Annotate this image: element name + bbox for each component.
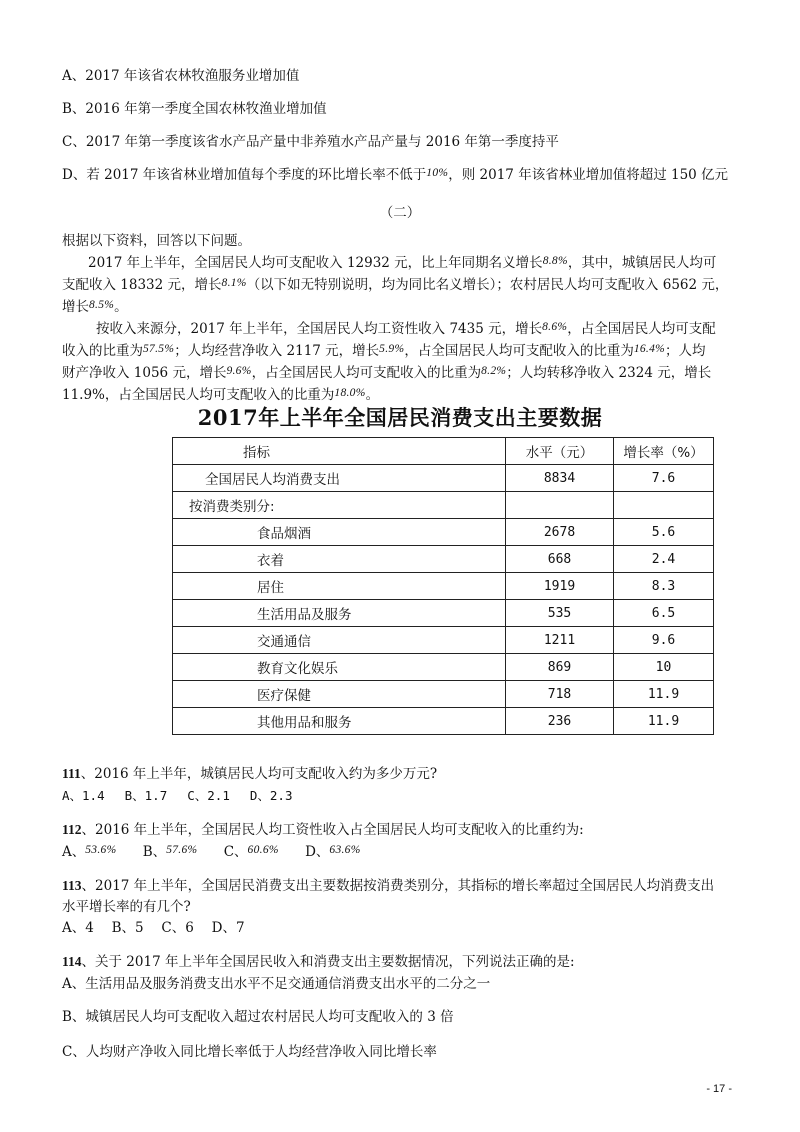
- q111-options: A、1.4 B、1.7 C、2.1 D、2.3: [62, 788, 293, 803]
- row-rate: 9.6: [614, 627, 714, 654]
- row-level: 1919: [506, 573, 614, 600]
- p2-line4: 11.9%，占全国居民人均可支配收入的比重为18.0%。: [62, 387, 380, 403]
- row-rate: 8.3: [614, 573, 714, 600]
- p1-line1: 2017 年上半年，全国居民人均可支配收入 12932 元，比上年同期名义增长8.8%，其中，城镇居民人均可: [88, 255, 717, 271]
- row-rate: 10: [614, 654, 714, 681]
- option-c-prev: C、2017 年第一季度该省水产品产量中非养殖水产品产量与 2016 年第一季度持平: [62, 134, 559, 150]
- row-level: 1211: [506, 627, 614, 654]
- row-label: 生活用品及服务: [173, 600, 506, 627]
- row-level: 8834: [506, 465, 614, 492]
- row-rate: 5.6: [614, 519, 714, 546]
- table-title: 2017年上半年全国居民消费支出主要数据: [197, 405, 603, 430]
- question-113-cont: 水平增长率的有几个?: [62, 899, 191, 915]
- page-number: - 17 -: [706, 1083, 732, 1095]
- row-label: 交通通信: [173, 627, 506, 654]
- option-d-prev: D、若 2017 年该省林业增加值每个季度的环比增长率不低于10%，则 2017 年该省林业增加值将超过 150 亿元: [62, 167, 729, 183]
- p1-line3: 增长8.5%。: [62, 299, 128, 315]
- row-level: 718: [506, 681, 614, 708]
- consumption-table: [172, 437, 714, 735]
- row-level: 668: [506, 546, 614, 573]
- table-row-group: [173, 492, 714, 519]
- table-row-total: [173, 465, 714, 492]
- q114-option-b: B、城镇居民人均可支配收入超过农村居民人均可支配收入的 3 倍: [62, 1009, 454, 1025]
- header-indicator: 指标: [173, 438, 506, 465]
- q113-options: A、4 B、5 C、6 D、7: [62, 920, 245, 936]
- section-title: （二）: [379, 205, 421, 221]
- empty-cell: [506, 492, 614, 519]
- group-label: 按消费类别分:: [173, 492, 506, 519]
- intro-text: 根据以下资料，回答以下问题。: [62, 233, 251, 249]
- row-rate: 2.4: [614, 546, 714, 573]
- row-level: 869: [506, 654, 614, 681]
- row-level: 535: [506, 600, 614, 627]
- q114-option-c: C、人均财产净收入同比增长率低于人均经营净收入同比增长率: [62, 1044, 437, 1060]
- p2-line2: 收入的比重为57.5%；人均经营净收入 2117 元，增长5.9%，占全国居民人均可支配收入的比重为16.4%；人均: [62, 343, 706, 359]
- row-level: 236: [506, 708, 614, 735]
- table-row: [173, 573, 714, 600]
- header-rate: 增长率（%）: [614, 438, 714, 465]
- table-row: [173, 627, 714, 654]
- q112-options: A、53.6% B、57.6% C、60.6% D、63.6%: [62, 844, 361, 860]
- option-b-prev: B、2016 年第一季度全国农林牧渔业增加值: [62, 101, 327, 117]
- row-label: 衣着: [173, 546, 506, 573]
- table-row: [173, 654, 714, 681]
- row-label: 食品烟酒: [173, 519, 506, 546]
- table-row: [173, 600, 714, 627]
- table-row: [173, 681, 714, 708]
- header-level: 水平（元）: [506, 438, 614, 465]
- row-label: 全国居民人均消费支出: [173, 465, 506, 492]
- row-rate: 11.9: [614, 681, 714, 708]
- table-row: [173, 519, 714, 546]
- row-label: 医疗保健: [173, 681, 506, 708]
- table-row: [173, 708, 714, 735]
- table-header-row: [173, 438, 714, 465]
- row-rate: 11.9: [614, 708, 714, 735]
- p2-line1: 按收入来源分，2017 年上半年，全国居民人均工资性收入 7435 元，增长8.6%，占全国居民人均可支配: [96, 321, 716, 337]
- row-level: 2678: [506, 519, 614, 546]
- option-a-prev: A、2017 年该省农林牧渔服务业增加值: [62, 68, 300, 84]
- p1-line2: 支配收入 18332 元，增长8.1%（以下如无特别说明，均为同比名义增长）；农村居民人均可支配收入 6562 元，: [62, 277, 729, 293]
- row-label: 教育文化娱乐: [173, 654, 506, 681]
- question-114: 114、关于 2017 年上半年全国居民收入和消费支出主要数据情况，下列说法正确的是:: [62, 954, 575, 970]
- question-112: 112、2016 年上半年，全国居民人均工资性收入占全国居民人均可支配收入的比重约为:: [62, 822, 584, 838]
- row-label: 居住: [173, 573, 506, 600]
- row-rate: 7.6: [614, 465, 714, 492]
- p2-line3: 财产净收入 1056 元，增长9.6%，占全国居民人均可支配收入的比重为8.2%；人均转移净收入 2324 元，增长: [62, 365, 712, 381]
- empty-cell: [614, 492, 714, 519]
- row-rate: 6.5: [614, 600, 714, 627]
- table-row: [173, 546, 714, 573]
- row-label: 其他用品和服务: [173, 708, 506, 735]
- question-113: 113、2017 年上半年，全国居民消费支出主要数据按消费类别分，其指标的增长率超过全国居民人均消费支出: [62, 878, 715, 894]
- q114-option-a: A、生活用品及服务消费支出水平不足交通通信消费支出水平的二分之一: [62, 976, 491, 992]
- question-111: 111、2016 年上半年，城镇居民人均可支配收入约为多少万元?: [62, 766, 438, 782]
